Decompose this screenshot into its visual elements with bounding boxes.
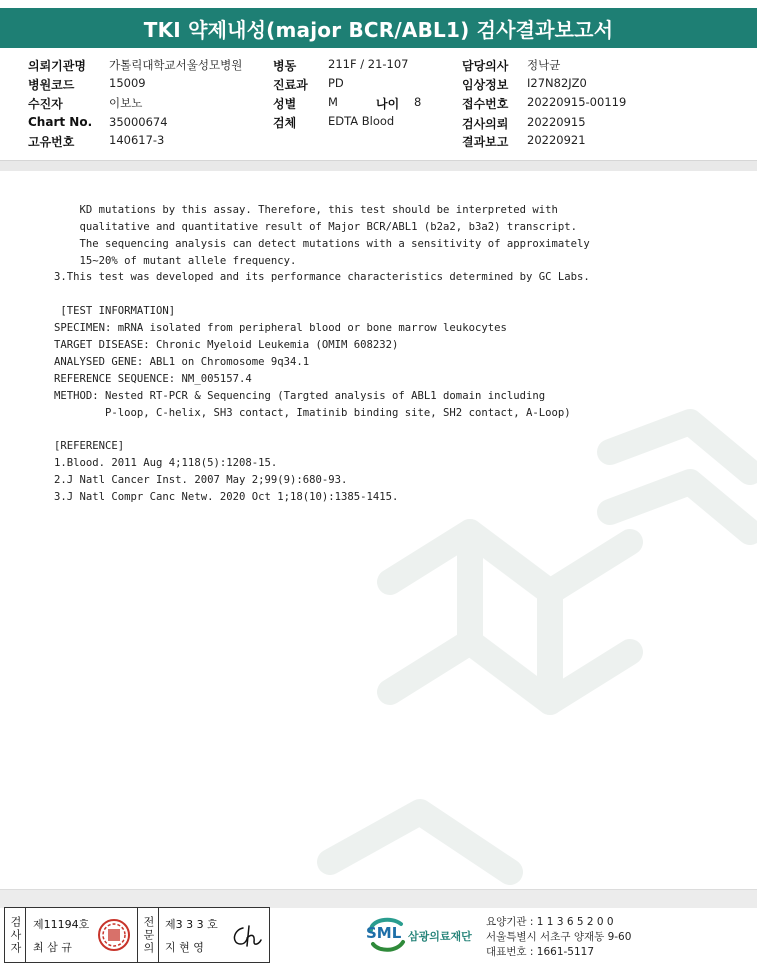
label-doctor: 담당의사 bbox=[462, 59, 509, 73]
value-department: PD bbox=[328, 76, 344, 90]
value-hospital-code: 15009 bbox=[109, 76, 146, 90]
value-specimen: EDTA Blood bbox=[328, 114, 395, 128]
footer-band bbox=[0, 889, 757, 908]
value-receipt-no: 20220915-00119 bbox=[527, 95, 627, 109]
body-line: REFERENCE SEQUENCE: NM_005157.4 bbox=[54, 373, 252, 385]
label-report-date: 결과보고 bbox=[462, 135, 509, 149]
label-clinical-info: 임상정보 bbox=[462, 78, 509, 92]
label-receipt-no: 접수번호 bbox=[462, 97, 509, 111]
label-request-date: 검사의뢰 bbox=[462, 117, 509, 131]
seal-stamp bbox=[97, 918, 131, 952]
org-info-line: 요양기관 : 1 1 3 6 5 2 0 0 bbox=[486, 916, 614, 928]
value-doctor: 정낙균 bbox=[527, 58, 561, 72]
specialist-license: 제3 3 3 호 bbox=[165, 918, 218, 931]
sml-logo-text: SML bbox=[366, 924, 402, 942]
body-line: 15~20% of mutant allele frequency. bbox=[54, 255, 297, 267]
value-patient: 이보노 bbox=[109, 96, 143, 110]
body-line: ANALYSED GENE: ABL1 on Chromosome 9q34.1 bbox=[54, 356, 310, 368]
report-body bbox=[0, 172, 757, 890]
reference-item: 2.J Natl Cancer Inst. 2007 May 2;99(9):680-93. bbox=[54, 474, 348, 486]
value-chart-no: 35000674 bbox=[109, 115, 168, 129]
specialist-role-label: 전문의 bbox=[137, 908, 159, 962]
value-institution: 가톨릭대학교서울성모병원 bbox=[109, 58, 243, 72]
label-unique-id: 고유번호 bbox=[28, 135, 75, 149]
label-institution: 의뢰기관명 bbox=[28, 59, 86, 73]
value-report-date: 20220921 bbox=[527, 133, 586, 147]
value-unique-id: 140617-3 bbox=[109, 133, 165, 147]
handwritten-signature bbox=[229, 922, 263, 950]
label-age: 나이 bbox=[376, 97, 400, 111]
value-clinical-info: I27N82JZ0 bbox=[527, 76, 587, 90]
signature-box bbox=[4, 907, 270, 963]
value-request-date: 20220915 bbox=[527, 115, 586, 129]
tester-license: 제11194호 bbox=[33, 918, 90, 931]
body-line: SPECIMEN: mRNA isolated from peripheral blood or bone marrow leukocytes bbox=[54, 322, 507, 334]
tester-name: 최 삼 규 bbox=[33, 941, 72, 954]
label-ward: 병동 bbox=[273, 59, 297, 73]
value-ward: 211F / 21-107 bbox=[328, 57, 409, 71]
label-chart-no: Chart No. bbox=[28, 115, 93, 129]
header-divider bbox=[0, 160, 757, 171]
org-info-line: 서울특별시 서초구 양재동 9-60 bbox=[486, 931, 632, 943]
body-line: TARGET DISEASE: Chronic Myeloid Leukemia (OMIM 608232) bbox=[54, 339, 399, 351]
body-line: METHOD: Nested RT-PCR & Sequencing (Targted analysis of ABL1 domain including bbox=[54, 390, 546, 402]
tester-role-label: 검사자 bbox=[5, 908, 26, 962]
value-age: 8 bbox=[414, 95, 422, 109]
org-name: 삼광의료재단 bbox=[408, 930, 472, 943]
label-patient: 수진자 bbox=[28, 97, 63, 111]
body-line: KD mutations by this assay. Therefore, this test should be interpreted with bbox=[54, 204, 558, 216]
patient-info-header bbox=[0, 52, 757, 172]
label-sex: 성별 bbox=[273, 97, 297, 111]
specialist-name: 지 현 영 bbox=[165, 941, 204, 954]
section-heading-reference: [REFERENCE] bbox=[54, 440, 125, 452]
body-line: The sequencing analysis can detect mutations with a sensitivity of approximately bbox=[54, 238, 590, 250]
body-line: P-loop, C-helix, SH3 contact, Imatinib binding site, SH2 contact, A-Loop) bbox=[54, 407, 571, 419]
body-line: qualitative and quantitative result of Major BCR/ABL1 (b2a2, b3a2) transcript. bbox=[54, 221, 577, 233]
value-sex: M bbox=[328, 95, 338, 109]
label-specimen: 검체 bbox=[273, 116, 297, 130]
report-title: TKI 약제내성(major BCR/ABL1) 검사결과보고서 bbox=[0, 8, 757, 48]
reference-item: 3.J Natl Compr Canc Netw. 2020 Oct 1;18(10):1385-1415. bbox=[54, 491, 399, 503]
reference-item: 1.Blood. 2011 Aug 4;118(5):1208-15. bbox=[54, 457, 278, 469]
section-heading-test-information: [TEST INFORMATION] bbox=[54, 305, 176, 317]
org-info-line: 대표번호 : 1661-5117 bbox=[486, 946, 595, 958]
label-hospital-code: 병원코드 bbox=[28, 78, 75, 92]
body-line: 3.This test was developed and its performance characteristics determined by GC Labs. bbox=[54, 271, 590, 283]
label-department: 진료과 bbox=[273, 78, 308, 92]
